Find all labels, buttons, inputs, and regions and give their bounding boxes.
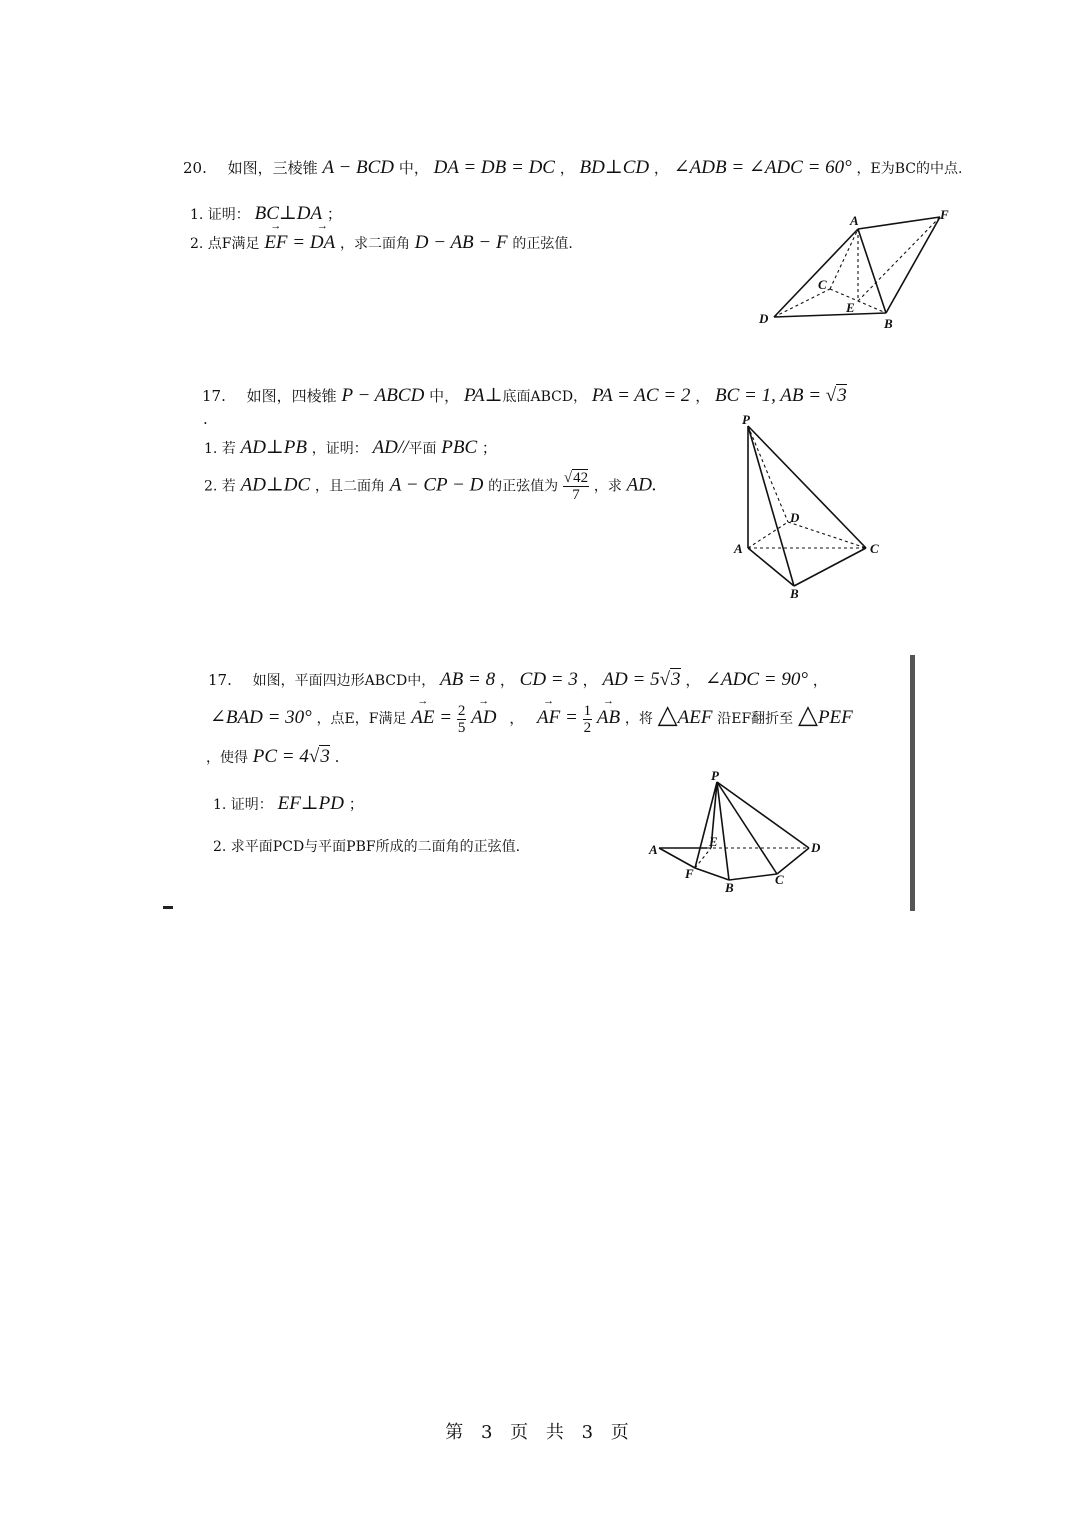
p17b-figure xyxy=(645,768,830,898)
p17b-label-C: C xyxy=(775,872,784,887)
p17a-figure xyxy=(730,412,890,604)
page-edge-bar xyxy=(910,655,915,911)
p17a-label-C: C xyxy=(870,541,879,556)
p17b-label-E: E xyxy=(709,834,718,849)
p17b-number: 17. xyxy=(208,671,232,689)
p17b-frac1: $\frac{2}{5}$ xyxy=(457,702,466,736)
p20-number: 20. xyxy=(183,159,207,177)
p17b-q2: 2. 求平面PCD与平面PBF所成的二面角的正弦值. xyxy=(213,839,521,855)
p17b-label-B: B xyxy=(725,880,734,895)
p17b-label-D: D xyxy=(811,840,821,855)
p17a-number: 17. xyxy=(202,387,226,405)
p17a-q1: 1. 若 AD⊥PB ，证明： AD//平面 PBC ； xyxy=(204,437,497,458)
p20-q1: 1. 证明： BC⊥DA ； xyxy=(190,203,342,224)
p17a-label-B: B xyxy=(790,586,799,601)
p17b-frac2: $\frac{1}{2}$ xyxy=(583,702,592,736)
p17b-stem-line1: 17. 如图，平面四边形ABCD中， AB = 8 ， CD = 3 ， AD = 5√3 ， ∠ADC = 90° ， xyxy=(208,669,828,690)
p17b-stem-line2: ∠BAD = 30° ，点E，F满足 → AE = $\frac{2}{5}$ → AD ， → AF = $\frac{1}{2}$ → AB ，将 △AEF 沿EF翻折至 △PEF xyxy=(210,700,853,736)
p17b-q1: 1. 证明： EF⊥PD ； xyxy=(213,793,364,814)
p20-label-D: D xyxy=(759,311,769,326)
p20-label-B: B xyxy=(884,316,893,331)
p17a-label-A: A xyxy=(734,541,743,556)
p17a-stem: 17. 如图，四棱锥 P − ABCD 中， PA⊥底面ABCD， PA = AC = 2 ， BC = 1, AB = √3 xyxy=(202,385,847,406)
p20-label-A: A xyxy=(850,213,859,228)
p20-label-F: F xyxy=(940,207,949,222)
p17b-label-P: P xyxy=(711,768,719,783)
p17a-label-D: D xyxy=(790,510,800,525)
p17b-label-F: F xyxy=(685,866,694,881)
p17a-dot: . xyxy=(203,410,208,428)
margin-mark xyxy=(163,906,173,909)
p17a-fraction: $\frac{√42}{7}$ xyxy=(563,470,589,503)
p17b-label-A: A xyxy=(649,842,658,857)
p17a-q2: 2. 若 AD⊥DC ，且二面角 A − CP − D 的正弦值为 $\frac{√42}{7}$ ，求 AD. xyxy=(204,470,657,503)
page-footer: 第 3 页 共 3 页 xyxy=(445,1422,635,1443)
p20-label-E: E xyxy=(846,300,855,315)
p17b-stem-line3: ，使得 PC = 4√3 . xyxy=(206,746,340,767)
p20-q2: 2. 点F满足 → EF = → DA ，求二面角 D − AB − F 的正弦值. xyxy=(190,232,573,254)
p17a-label-P: P xyxy=(742,412,750,427)
p20-figure xyxy=(750,205,970,340)
p20-stem: 20. 如图，三棱锥 A − BCD 中， DA = DB = DC ， BD⊥CD ， ∠ADB = ∠ADC = 60° ，E为BC的中点. xyxy=(183,157,963,178)
p20-label-C: C xyxy=(818,277,827,292)
